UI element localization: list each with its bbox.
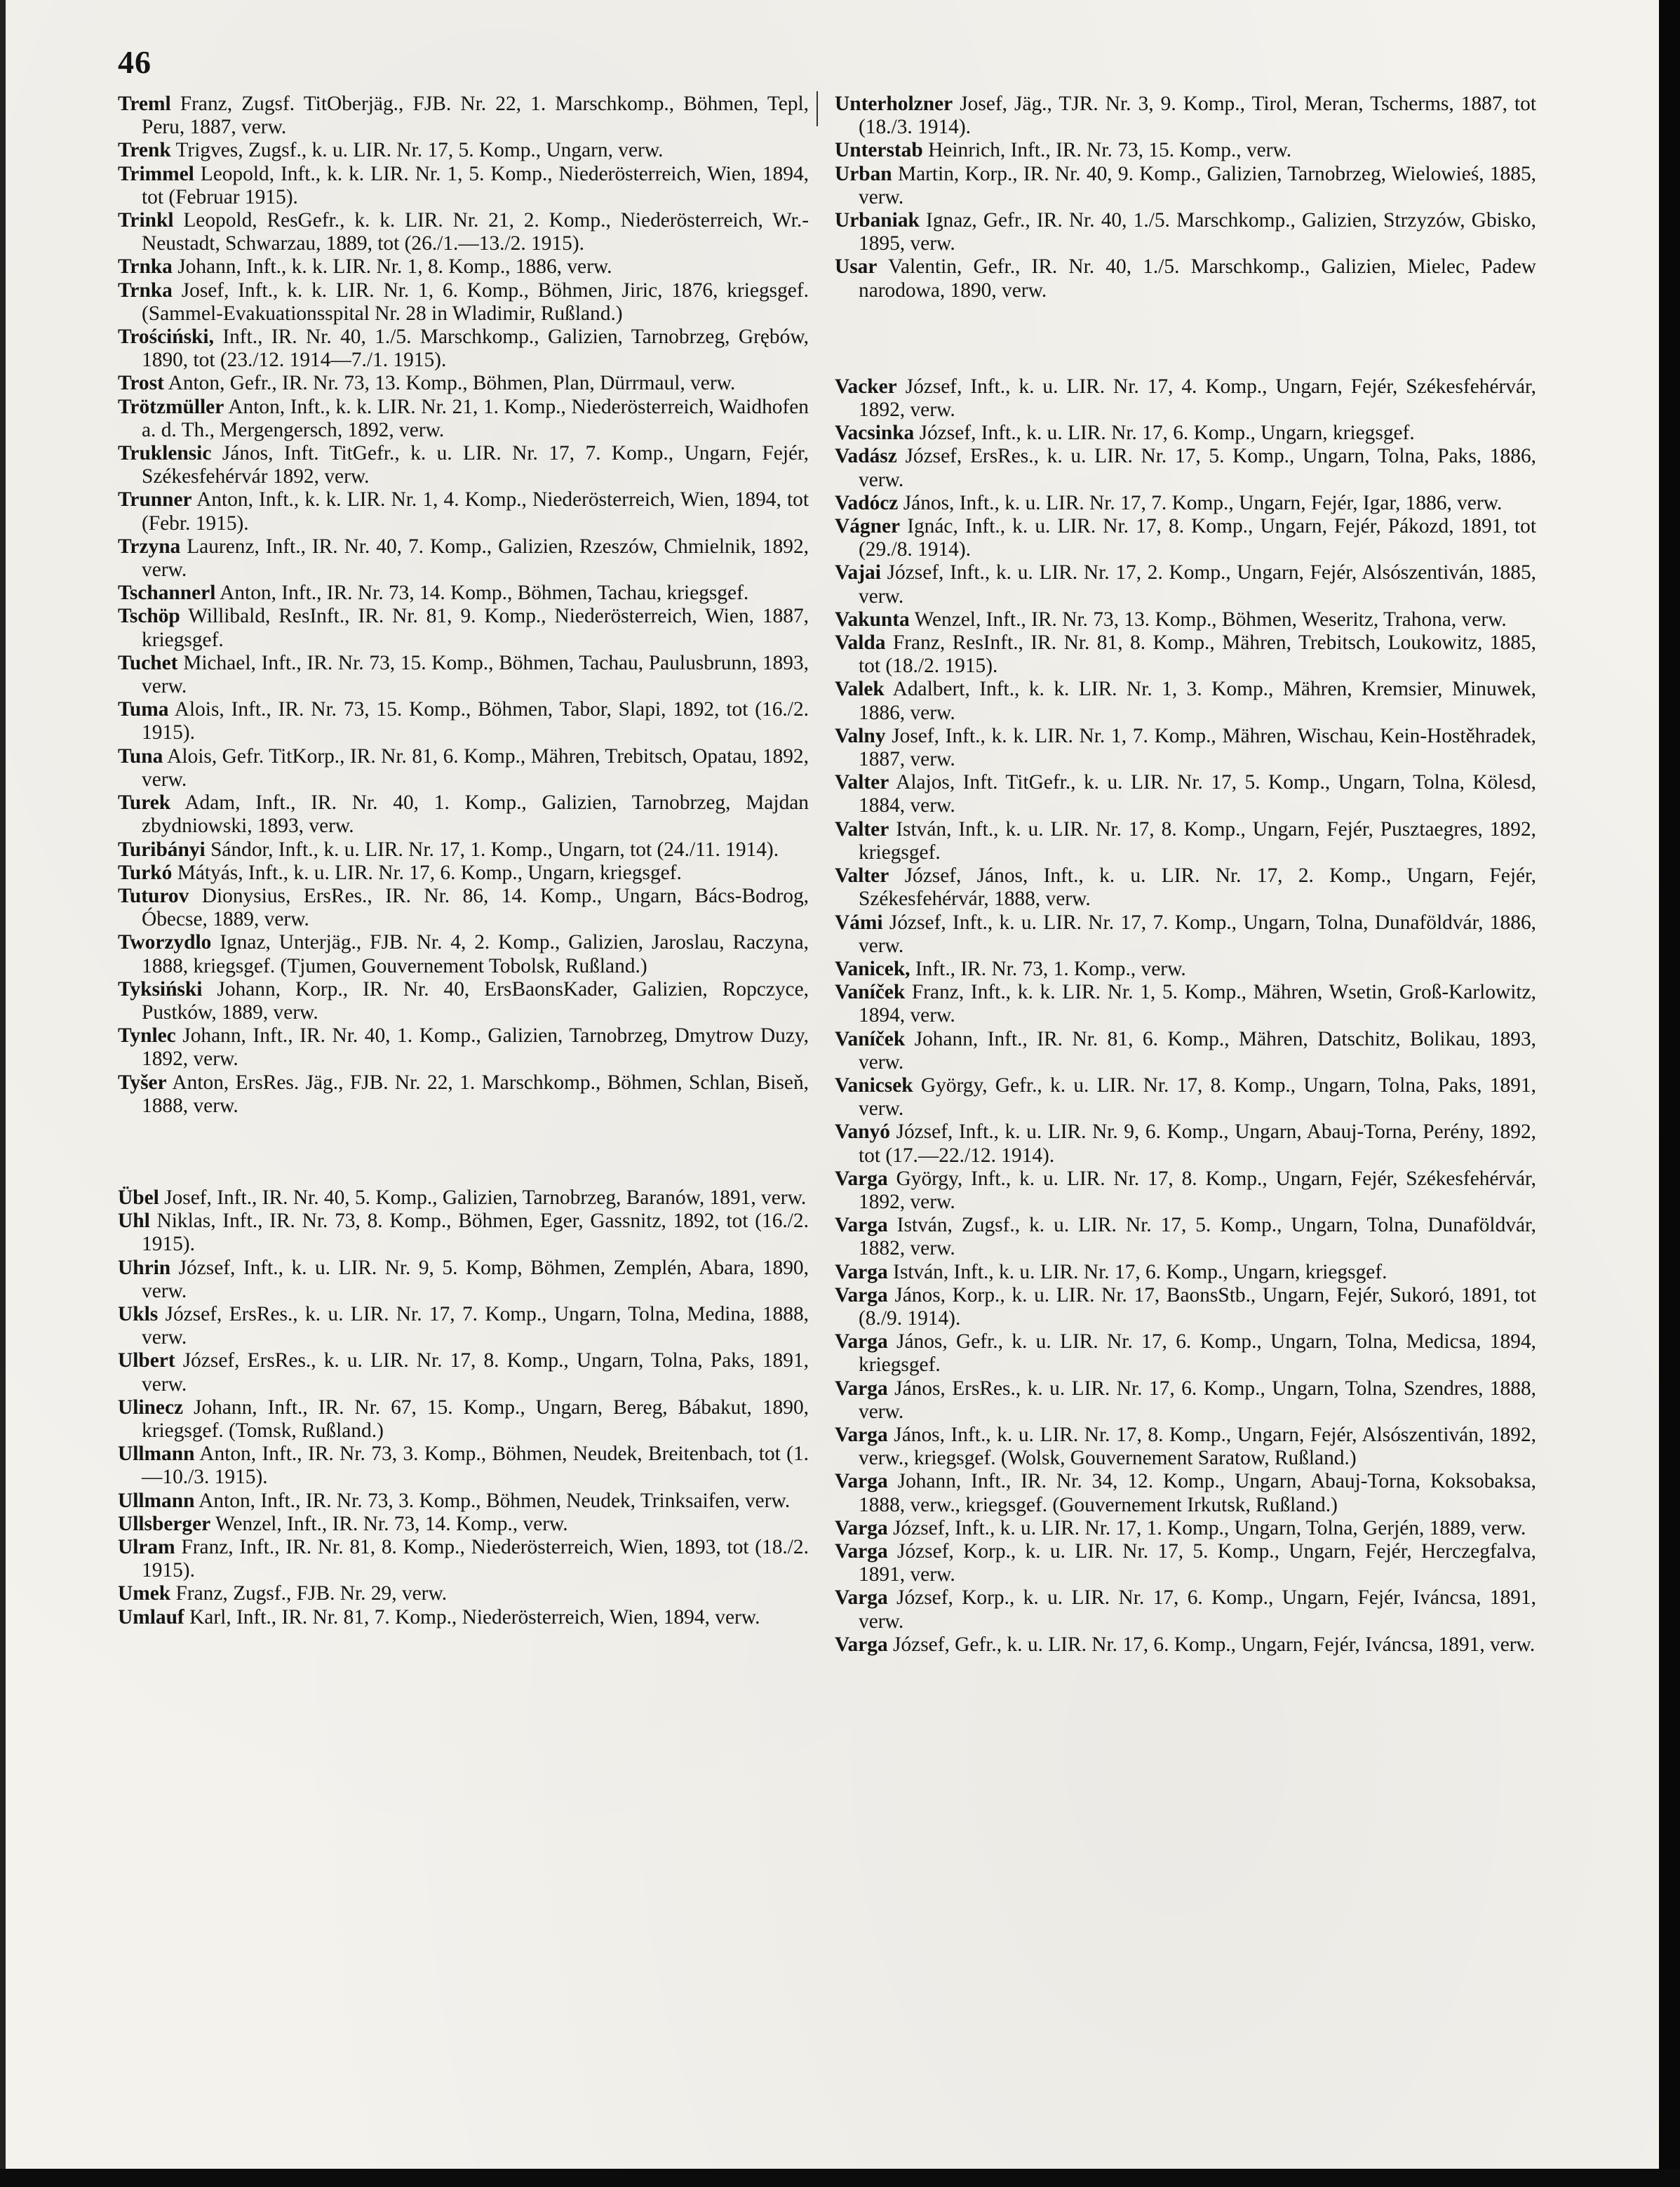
casualty-entry bbox=[835, 209, 1536, 255]
entry-surname: Usar bbox=[835, 255, 878, 279]
entry-details: Anton, Inft., IR. Nr. 73, 3. Komp., Böhmen, Neudek, Breitenbach, tot (1.—10./3. 1915). bbox=[142, 1443, 809, 1489]
casualty-entry bbox=[118, 396, 809, 442]
casualty-entry bbox=[835, 1028, 1536, 1074]
entry-details: János, Korp., k. u. LIR. Nr. 17, BaonsStb., Ungarn, Fejér, Sukoró, 1891, tot (8./9. 1914). bbox=[859, 1283, 1536, 1330]
entry-details: Sándor, Inft., k. u. LIR. Nr. 17, 1. Komp., Ungarn, tot (24./11. 1914). bbox=[210, 838, 779, 861]
casualty-entry bbox=[118, 1396, 809, 1443]
entry-details: Heinrich, Inft., IR. Nr. 73, 15. Komp., verw. bbox=[928, 139, 1292, 162]
column-divider bbox=[817, 91, 818, 126]
entry-details: Franz, Zugsf., FJB. Nr. 29, verw. bbox=[175, 1582, 448, 1605]
entry-details: Anton, Inft., IR. Nr. 73, 3. Komp., Böhmen, Neudek, Trinksaifen, verw. bbox=[199, 1489, 791, 1512]
casualty-entry bbox=[835, 1121, 1536, 1167]
entry-details: János, Inft., k. u. LIR. Nr. 17, 7. Komp., Ungarn, Fejér, Igar, 1886, verw. bbox=[903, 491, 1503, 514]
entry-details: János, Gefr., k. u. LIR. Nr. 17, 6. Komp., Ungarn, Tolna, Medicsa, 1894, kriegsgef. bbox=[859, 1330, 1536, 1377]
entry-details: József, ErsRes., k. u. LIR. Nr. 17, 7. Komp., Ungarn, Tolna, Medina, 1888, verw. bbox=[142, 1302, 809, 1349]
entry-surname: Vanicek, bbox=[835, 957, 910, 980]
entry-surname: Turek bbox=[118, 791, 171, 815]
entry-surname: Vaníček bbox=[835, 1027, 906, 1050]
entry-details: Alois, Gefr. TitKorp., IR. Nr. 81, 6. Komp., Mähren, Trebitsch, Opatau, 1892, verw. bbox=[142, 744, 809, 791]
entry-details: Willibald, ResInft., IR. Nr. 81, 9. Komp., Niederösterreich, Wien, 1887, kriegsgef. bbox=[142, 605, 809, 651]
entry-details: Anton, Gefr., IR. Nr. 73, 13. Komp., Böhmen, Plan, Dürrmaul, verw. bbox=[168, 372, 736, 395]
casualty-entry bbox=[118, 1582, 809, 1605]
entry-details: Ignaz, Unterjäg., FJB. Nr. 4, 2. Komp., Galizien, Jaroslau, Raczyna, 1888, kriegsgef. (Tjumen, Gouvernement Tobolsk, Rußland.) bbox=[142, 931, 809, 977]
entry-details: Ignaz, Gefr., IR. Nr. 40, 1./5. Marschkomp., Galizien, Strzyzów, Gbisko, 1895, verw. bbox=[859, 209, 1536, 255]
entry-surname: Varga bbox=[835, 1377, 888, 1400]
entry-surname: Tschannerl bbox=[118, 582, 216, 605]
entry-surname: Unterstab bbox=[835, 139, 923, 162]
entry-details: Niklas, Inft., IR. Nr. 73, 8. Komp., Böhmen, Eger, Gassnitz, 1892, tot (16./2. 1915). bbox=[142, 1210, 809, 1256]
entry-details: Martin, Korp., IR. Nr. 40, 9. Komp., Galizien, Tarnobrzeg, Wielowieś, 1885, verw. bbox=[859, 162, 1536, 208]
entry-surname: Valda bbox=[835, 631, 886, 655]
entry-details: Alajos, Inft. TitGefr., k. u. LIR. Nr. 17, 5. Komp., Ungarn, Tolna, Kölesd, 1884, verw. bbox=[859, 771, 1536, 817]
entry-surname: Vanicsek bbox=[835, 1074, 913, 1097]
entry-surname: Valter bbox=[835, 771, 889, 794]
entry-surname: Trnka bbox=[118, 255, 173, 279]
entry-surname: Urbaniak bbox=[835, 209, 920, 232]
entry-surname: Varga bbox=[835, 1633, 888, 1656]
entry-surname: Turkó bbox=[118, 861, 173, 884]
entry-details: Mátyás, Inft., k. u. LIR. Nr. 17, 6. Komp., Ungarn, kriegsgef. bbox=[177, 861, 682, 884]
entry-surname: Varga bbox=[835, 1167, 888, 1190]
casualty-entry bbox=[118, 605, 809, 651]
casualty-entry bbox=[835, 725, 1536, 771]
entry-surname: Varga bbox=[835, 1539, 888, 1563]
entry-surname: Vaníček bbox=[835, 981, 906, 1004]
casualty-entry bbox=[118, 209, 809, 255]
entry-details: József, Korp., k. u. LIR. Nr. 17, 6. Komp., Ungarn, Fejér, Iváncsa, 1891, verw. bbox=[859, 1586, 1537, 1633]
entry-details: József, Inft., k. u. LIR. Nr. 17, 7. Komp., Ungarn, Tolna, Dunaföldvár, 1886, verw. bbox=[859, 911, 1536, 957]
entry-surname: Trościński, bbox=[118, 326, 214, 349]
casualty-entry bbox=[835, 1424, 1536, 1470]
casualty-entry bbox=[835, 1330, 1536, 1377]
casualty-entry bbox=[835, 139, 1536, 162]
entry-details: Wenzel, Inft., IR. Nr. 73, 13. Komp., Böhmen, Weseritz, Trahona, verw. bbox=[914, 608, 1507, 631]
entry-details: Leopold, Inft., k. k. LIR. Nr. 1, 5. Komp., Niederösterreich, Wien, 1894, tot (Februar 1915). bbox=[142, 162, 809, 208]
casualty-entry bbox=[118, 1443, 809, 1489]
entry-details: Michael, Inft., IR. Nr. 73, 15. Komp., Böhmen, Tachau, Paulusbrunn, 1893, verw. bbox=[142, 651, 809, 698]
entry-surname: Tynlec bbox=[118, 1024, 176, 1048]
entry-details: Laurenz, Inft., IR. Nr. 40, 7. Komp., Galizien, Rzeszów, Chmielnik, 1892, verw. bbox=[142, 535, 809, 582]
casualty-entry bbox=[118, 1349, 809, 1396]
casualty-entry bbox=[118, 139, 809, 162]
casualty-entry bbox=[118, 1490, 809, 1513]
entry-details: Inft., IR. Nr. 40, 1./5. Marschkomp., Galizien, Tarnobrzeg, Grębów, 1890, tot (23./12. 1914—7./1. 1915). bbox=[142, 326, 809, 372]
entry-surname: Truklensic bbox=[118, 442, 212, 465]
section-gap bbox=[835, 302, 1536, 375]
entry-surname: Tworzydlo bbox=[118, 931, 212, 954]
entry-surname: Varga bbox=[835, 1423, 888, 1446]
left-column bbox=[118, 93, 809, 1629]
entry-details: István, Zugsf., k. u. LIR. Nr. 17, 5. Komp., Ungarn, Tolna, Dunaföldvár, 1882, verw. bbox=[859, 1214, 1536, 1260]
entry-details: Anton, Inft., k. k. LIR. Nr. 21, 1. Komp., Niederösterreich, Waidhofen a. d. Th., Mergengersch, 1892, verw. bbox=[142, 395, 809, 441]
entry-surname: Varga bbox=[835, 1214, 888, 1237]
entry-surname: Tuma bbox=[118, 698, 169, 721]
entry-details: János, Inft. TitGefr., k. u. LIR. Nr. 17, 7. Komp., Ungarn, Fejér, Székesfehérvár 1892, verw. bbox=[142, 442, 809, 488]
casualty-entry bbox=[118, 885, 809, 931]
casualty-entry bbox=[835, 163, 1536, 209]
entry-surname: Ullsberger bbox=[118, 1512, 211, 1535]
entry-surname: Ullmann bbox=[118, 1489, 195, 1512]
entry-surname: Trnka bbox=[118, 279, 173, 302]
entry-details: Anton, ErsRes. Jäg., FJB. Nr. 22, 1. Marschkomp., Böhmen, Schlan, Biseň, 1888, verw. bbox=[142, 1071, 809, 1117]
entry-details: Johann, Inft., k. k. LIR. Nr. 1, 8. Komp., 1886, verw. bbox=[177, 255, 612, 279]
casualty-entry bbox=[835, 445, 1536, 491]
entry-details: Adam, Inft., IR. Nr. 40, 1. Komp., Galizien, Tarnobrzeg, Majdan zbydniowski, 1893, verw. bbox=[142, 791, 809, 838]
entry-surname: Umlauf bbox=[118, 1605, 184, 1628]
entry-details: György, Gefr., k. u. LIR. Nr. 17, 8. Komp., Ungarn, Tolna, Paks, 1891, verw. bbox=[859, 1074, 1536, 1121]
entry-details: Franz, Inft., k. k. LIR. Nr. 1, 5. Komp., Mähren, Wsetin, Groß-Karlowitz, 1894, verw. bbox=[859, 981, 1536, 1027]
casualty-entry bbox=[835, 515, 1536, 561]
entry-surname: Varga bbox=[835, 1470, 888, 1493]
casualty-entry bbox=[835, 608, 1536, 631]
entry-surname: Vágner bbox=[835, 515, 901, 538]
casualty-entry bbox=[835, 1168, 1536, 1214]
entry-details: János, ErsRes., k. u. LIR. Nr. 17, 6. Komp., Ungarn, Tolna, Szendres, 1888, verw. bbox=[859, 1377, 1536, 1423]
casualty-entry bbox=[835, 255, 1536, 302]
entry-surname: Umek bbox=[118, 1582, 171, 1605]
casualty-entry bbox=[835, 1261, 1536, 1284]
entry-details: József, Inft., k. u. LIR. Nr. 17, 4. Komp., Ungarn, Fejér, Székesfehérvár, 1892, verw. bbox=[859, 375, 1536, 422]
entry-surname: Tuchet bbox=[118, 651, 178, 674]
casualty-entry bbox=[835, 1586, 1536, 1633]
entry-details: Ignác, Inft., k. u. LIR. Nr. 17, 8. Komp., Ungarn, Fejér, Pákozd, 1891, tot (29./8. 1914). bbox=[859, 515, 1536, 561]
entry-surname: Trzyna bbox=[118, 535, 181, 558]
entry-surname: Varga bbox=[835, 1330, 888, 1353]
casualty-entry bbox=[118, 163, 809, 209]
casualty-entry bbox=[835, 958, 1536, 981]
casualty-entry bbox=[118, 931, 809, 977]
entry-surname: Varga bbox=[835, 1260, 888, 1283]
entry-surname: Trenk bbox=[118, 139, 171, 162]
casualty-entry bbox=[835, 631, 1536, 678]
entry-details: József, Gefr., k. u. LIR. Nr. 17, 6. Komp., Ungarn, Fejér, Iváncsa, 1891, verw. bbox=[893, 1633, 1535, 1656]
entry-details: Josef, Jäg., TJR. Nr. 3, 9. Komp., Tirol, Meran, Tscherms, 1887, tot (18./3. 1914). bbox=[859, 93, 1536, 139]
entry-details: József, János, Inft., k. u. LIR. Nr. 17, 2. Komp., Ungarn, Fejér, Székesfehérvár, 1888, verw. bbox=[859, 864, 1536, 911]
entry-details: Josef, Inft., k. k. LIR. Nr. 1, 6. Komp., Böhmen, Jiric, 1876, kriegsgef. (Sammel-Evakuationsspital Nr. 28 in Wladimir, Rußland.) bbox=[142, 279, 809, 325]
entry-details: Franz, Inft., IR. Nr. 81, 8. Komp., Niederösterreich, Wien, 1893, tot (18./2. 1915). bbox=[142, 1535, 809, 1582]
casualty-entry bbox=[118, 791, 809, 838]
casualty-entry bbox=[835, 1284, 1536, 1330]
casualty-entry bbox=[118, 1257, 809, 1303]
entry-surname: Trimmel bbox=[118, 162, 194, 185]
casualty-entry bbox=[118, 698, 809, 744]
entry-surname: Varga bbox=[835, 1586, 888, 1610]
entry-surname: Valter bbox=[835, 817, 889, 841]
entry-details: Dionysius, ErsRes., IR. Nr. 86, 14. Komp., Ungarn, Bács-Bodrog, Óbecse, 1889, verw. bbox=[142, 884, 809, 931]
casualty-entry bbox=[118, 1606, 809, 1629]
entry-surname: Vacker bbox=[835, 375, 897, 398]
entry-surname: Trunner bbox=[118, 488, 192, 511]
entry-details: Anton, Inft., IR. Nr. 73, 14. Komp., Böhmen, Tachau, kriegsgef. bbox=[220, 582, 749, 605]
entry-surname: Uhrin bbox=[118, 1256, 171, 1279]
entry-surname: Urban bbox=[835, 162, 892, 185]
casualty-entry bbox=[835, 864, 1536, 911]
casualty-entry bbox=[118, 582, 809, 605]
page-number: 46 bbox=[118, 44, 152, 80]
entry-surname: Vadócz bbox=[835, 491, 899, 514]
entry-details: Josef, Inft., k. k. LIR. Nr. 1, 7. Komp., Mähren, Wischau, Kein-Hostěhradek, 1887, verw. bbox=[859, 724, 1536, 771]
casualty-entry bbox=[118, 326, 809, 372]
entry-details: Johann, Inft., IR. Nr. 81, 6. Komp., Mähren, Datschitz, Bolikau, 1893, verw. bbox=[859, 1027, 1536, 1074]
entry-details: József, Korp., k. u. LIR. Nr. 17, 5. Komp., Ungarn, Fejér, Herczegfalva, 1891, verw. bbox=[859, 1539, 1536, 1586]
entry-details: József, ErsRes., k. u. LIR. Nr. 17, 5. Komp., Ungarn, Tolna, Paks, 1886, verw. bbox=[859, 445, 1536, 491]
section-gap bbox=[118, 1118, 809, 1186]
casualty-entry bbox=[118, 488, 809, 535]
entry-details: József, Inft., k. u. LIR. Nr. 17, 1. Komp., Ungarn, Tolna, Gerjén, 1889, verw. bbox=[893, 1516, 1526, 1539]
right-column bbox=[835, 93, 1536, 1657]
casualty-entry bbox=[835, 1540, 1536, 1586]
entry-surname: Tyksiński bbox=[118, 977, 203, 1001]
entry-details: Johann, Inft., IR. Nr. 67, 15. Komp., Ungarn, Bereg, Bábakut, 1890, kriegsgef. (Tomsk, Rußland.) bbox=[142, 1396, 809, 1442]
entry-surname: Ulbert bbox=[118, 1349, 175, 1372]
entry-details: Franz, ResInft., IR. Nr. 81, 8. Komp., Mähren, Trebitsch, Loukowitz, 1885, tot (18./2. 1915). bbox=[859, 631, 1536, 678]
entry-details: Leopold, ResGefr., k. k. LIR. Nr. 21, 2. Komp., Niederösterreich, Wr.-Neustadt, Schwarzau, 1889, tot (26./1.—13./2. 1915). bbox=[142, 209, 809, 255]
casualty-entry bbox=[835, 771, 1536, 817]
entry-surname: Valny bbox=[835, 724, 886, 747]
entry-details: István, Inft., k. u. LIR. Nr. 17, 8. Komp., Ungarn, Fejér, Pusztaegres, 1892, kriegsgef. bbox=[859, 817, 1536, 864]
entry-surname: Uhl bbox=[118, 1210, 150, 1233]
casualty-entry bbox=[835, 375, 1536, 422]
casualty-entry bbox=[118, 535, 809, 582]
casualty-entry bbox=[118, 1186, 809, 1210]
entry-details: József, Inft., k. u. LIR. Nr. 17, 2. Komp., Ungarn, Fejér, Alsószentiván, 1885, verw. bbox=[859, 561, 1536, 608]
entry-surname: Trötzmüller bbox=[118, 395, 224, 418]
casualty-entry bbox=[118, 93, 809, 139]
entry-surname: Tschöp bbox=[118, 605, 180, 628]
entry-surname: Varga bbox=[835, 1283, 888, 1306]
entry-details: Johann, Korp., IR. Nr. 40, ErsBaonsKader, Galizien, Ropczyce, Pustków, 1889, verw. bbox=[142, 977, 809, 1024]
entry-details: Johann, Inft., IR. Nr. 40, 1. Komp., Galizien, Tarnobrzeg, Dmytrow Duzy, 1892, verw. bbox=[142, 1024, 809, 1071]
casualty-entry bbox=[118, 255, 809, 279]
casualty-entry bbox=[835, 818, 1536, 864]
entry-surname: Tyšer bbox=[118, 1071, 167, 1094]
casualty-entry bbox=[118, 442, 809, 488]
entry-surname: Valter bbox=[835, 864, 889, 888]
casualty-entry bbox=[118, 1303, 809, 1349]
entry-surname: Vadász bbox=[835, 445, 897, 468]
entry-details: Anton, Inft., k. k. LIR. Nr. 1, 4. Komp., Niederösterreich, Wien, 1894, tot (Febr. 1915). bbox=[142, 488, 809, 535]
entry-details: Franz, Zugsf. TitOberjäg., FJB. Nr. 22, 1. Marschkomp., Böhmen, Tepl, Peru, 1887, verw. bbox=[142, 93, 809, 139]
casualty-entry bbox=[118, 1210, 809, 1256]
entry-details: Karl, Inft., IR. Nr. 81, 7. Komp., Niederösterreich, Wien, 1894, verw. bbox=[189, 1605, 760, 1628]
entry-surname: Ukls bbox=[118, 1302, 159, 1325]
casualty-entry bbox=[835, 911, 1536, 958]
entry-details: Adalbert, Inft., k. k. LIR. Nr. 1, 3. Komp., Mähren, Kremsier, Minuwek, 1886, verw. bbox=[859, 678, 1536, 724]
entry-surname: Trinkl bbox=[118, 209, 174, 232]
entry-details: György, Inft., k. u. LIR. Nr. 17, 8. Komp., Ungarn, Fejér, Székesfehérvár, 1892, verw. bbox=[859, 1167, 1536, 1213]
entry-details: Josef, Inft., IR. Nr. 40, 5. Komp., Galizien, Tarnobrzeg, Baranów, 1891, verw. bbox=[164, 1186, 807, 1209]
entry-surname: Treml bbox=[118, 93, 171, 115]
entry-details: István, Inft., k. u. LIR. Nr. 17, 6. Komp., Ungarn, kriegsgef. bbox=[893, 1260, 1387, 1283]
entry-surname: Ullmann bbox=[118, 1443, 195, 1466]
casualty-entry bbox=[118, 652, 809, 698]
scan-edge-bottom bbox=[0, 2169, 1680, 2187]
casualty-entry bbox=[835, 1214, 1536, 1260]
casualty-entry bbox=[118, 279, 809, 326]
entry-details: János, Inft., k. u. LIR. Nr. 17, 8. Komp., Ungarn, Fejér, Alsószentiván, 1892, verw., kriegsgef. (Wolsk, Gouvernement Saratow, Rußland.) bbox=[859, 1423, 1536, 1470]
entry-surname: Ulram bbox=[118, 1535, 175, 1558]
entry-surname: Vanyó bbox=[835, 1121, 890, 1144]
casualty-entry bbox=[118, 372, 809, 395]
entry-details: Johann, Inft., IR. Nr. 34, 12. Komp., Ungarn, Abauj-Torna, Koksobaksa, 1888, verw., kriegsgef. (Gouvernement Irkutsk, Rußland.) bbox=[859, 1470, 1536, 1516]
casualty-entry bbox=[835, 561, 1536, 608]
casualty-entry bbox=[835, 492, 1536, 515]
casualty-entry bbox=[118, 838, 809, 862]
entry-surname: Vacsinka bbox=[835, 422, 915, 445]
casualty-entry bbox=[118, 978, 809, 1024]
casualty-entry bbox=[118, 1071, 809, 1118]
casualty-entry bbox=[835, 422, 1536, 445]
casualty-entry bbox=[835, 1517, 1536, 1540]
entry-details: József, Inft., k. u. LIR. Nr. 9, 6. Komp., Ungarn, Abauj-Torna, Perény, 1892, tot (17.—22./12. 1914). bbox=[859, 1121, 1536, 1167]
entry-surname: Vakunta bbox=[835, 608, 910, 631]
casualty-entry bbox=[118, 862, 809, 885]
entry-surname: Unterholzner bbox=[835, 93, 953, 115]
entry-surname: Turibányi bbox=[118, 838, 206, 861]
entry-details: Trigves, Zugsf., k. u. LIR. Nr. 17, 5. Komp., Ungarn, verw. bbox=[175, 139, 664, 162]
casualty-entry bbox=[835, 1074, 1536, 1121]
casualty-entry bbox=[835, 1470, 1536, 1516]
casualty-entry bbox=[118, 745, 809, 791]
casualty-entry bbox=[118, 1513, 809, 1536]
casualty-entry bbox=[835, 981, 1536, 1027]
casualty-entry bbox=[835, 93, 1536, 139]
casualty-entry bbox=[835, 1377, 1536, 1424]
scan-edge-right bbox=[1659, 0, 1680, 2187]
entry-details: Wenzel, Inft., IR. Nr. 73, 14. Komp., verw. bbox=[215, 1512, 568, 1535]
entry-surname: Vámi bbox=[835, 911, 883, 934]
entry-surname: Vajai bbox=[835, 561, 881, 584]
casualty-entry bbox=[118, 1024, 809, 1071]
entry-details: Valentin, Gefr., IR. Nr. 40, 1./5. Marschkomp., Galizien, Mielec, Padew narodowa, 1890, verw. bbox=[859, 255, 1536, 302]
entry-surname: Varga bbox=[835, 1516, 888, 1539]
entry-details: Inft., IR. Nr. 73, 1. Komp., verw. bbox=[915, 957, 1186, 980]
entry-surname: Tuturov bbox=[118, 884, 189, 907]
entry-surname: Ulinecz bbox=[118, 1396, 184, 1419]
entry-details: József, Inft., k. u. LIR. Nr. 17, 6. Komp., Ungarn, kriegsgef. bbox=[919, 422, 1415, 445]
entry-surname: Valek bbox=[835, 678, 885, 701]
casualty-entry bbox=[118, 1536, 809, 1582]
entry-details: József, ErsRes., k. u. LIR. Nr. 17, 8. Komp., Ungarn, Tolna, Paks, 1891, verw. bbox=[142, 1349, 809, 1396]
entry-surname: Übel bbox=[118, 1186, 159, 1209]
casualty-entry bbox=[835, 678, 1536, 724]
entry-surname: Trost bbox=[118, 372, 164, 395]
entry-details: Alois, Inft., IR. Nr. 73, 15. Komp., Böhmen, Tabor, Slapi, 1892, tot (16./2. 1915). bbox=[142, 698, 809, 744]
scan-edge-left bbox=[0, 0, 6, 2187]
entry-details: József, Inft., k. u. LIR. Nr. 9, 5. Komp, Böhmen, Zemplén, Abara, 1890, verw. bbox=[142, 1256, 809, 1302]
casualty-entry bbox=[835, 1633, 1536, 1657]
entry-surname: Tuna bbox=[118, 744, 163, 768]
